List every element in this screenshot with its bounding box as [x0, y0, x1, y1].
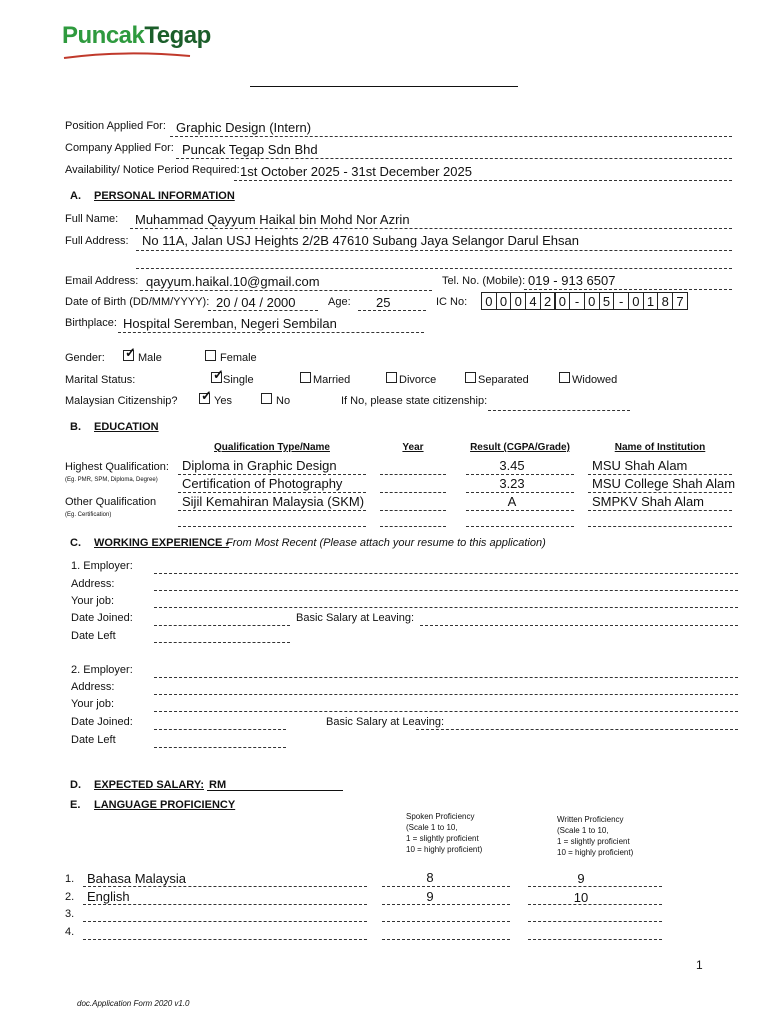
edu-row-3-line-qual — [178, 510, 366, 511]
edu-row-2-line-result — [466, 492, 574, 493]
employer-2-salary-label: Basic Salary at Leaving: — [326, 716, 445, 728]
employer-2-label: 2. Employer: — [71, 664, 133, 676]
citizen-no-label: No — [276, 395, 291, 407]
check-icon: ✓ — [213, 367, 224, 382]
availability-value[interactable]: 1st October 2025 - 31st December 2025 — [240, 164, 472, 179]
ic-digit-box[interactable]: 2 — [540, 292, 556, 310]
section-d-letter: D. — [70, 779, 81, 791]
edu-row-1-inst[interactable]: MSU Shah Alam — [592, 458, 688, 473]
edu-row-2-line-qual — [178, 492, 366, 493]
lang-row-1-written[interactable]: 9 — [577, 871, 585, 886]
lang-row-2-spoken[interactable]: 9 — [426, 889, 434, 904]
employer-1-line — [154, 573, 738, 574]
marital-separated-label: Separated — [478, 374, 529, 386]
gender-female-checkbox[interactable] — [205, 350, 216, 361]
ic-digit-box[interactable]: - — [569, 292, 585, 310]
marital-single-checkbox[interactable] — [211, 367, 224, 383]
tel-label: Tel. No. (Mobile): — [442, 275, 526, 287]
employer-2-address-label: Address: — [71, 681, 115, 693]
citizen-yes-label: Yes — [214, 395, 232, 407]
logo-swoosh — [62, 52, 192, 60]
ic-digit-box[interactable]: 0 — [496, 292, 512, 310]
marital-label: Marital Status: — [65, 374, 136, 386]
spoken-header-line-1: Spoken Proficiency — [406, 812, 475, 821]
edu-row-1-line-qual — [178, 474, 366, 475]
birthplace-line — [118, 332, 424, 333]
lang-row-1-num: 1. — [65, 873, 75, 885]
marital-married-checkbox[interactable] — [300, 372, 311, 383]
ic-digit-box[interactable]: 0 — [628, 292, 644, 310]
age-value[interactable]: 25 — [376, 295, 391, 310]
edu-row-3-result[interactable]: A — [507, 494, 517, 509]
other-qual-label: Other Qualification — [65, 496, 157, 508]
employer-2-line — [154, 677, 738, 678]
edu-row-2-line-year — [380, 492, 446, 493]
employer-2-salary-line — [416, 729, 738, 730]
ic-digit-box[interactable]: 0 — [584, 292, 600, 310]
lang-row-1-name[interactable]: Bahasa Malaysia — [87, 871, 186, 886]
address-label: Full Address: — [65, 235, 129, 247]
spoken-header-line-4: 10 = highly proficient) — [406, 845, 483, 854]
lang-row-1-line-name — [83, 886, 367, 887]
employer-2-left-line — [154, 747, 286, 748]
edu-row-4-line-year — [380, 526, 446, 527]
section-b-title: EDUCATION — [94, 421, 159, 433]
employer-1-salary-line — [420, 625, 738, 626]
employer-2-joined-label: Date Joined: — [71, 716, 133, 728]
edu-row-3-line-result — [466, 510, 574, 511]
availability-label: Availability/ Notice Period Required: — [65, 164, 240, 176]
edu-row-1-line-result — [466, 474, 574, 475]
edu-row-2-result[interactable]: 3.23 — [499, 476, 525, 491]
written-header-line-3: 1 = slightly proficient — [557, 837, 630, 846]
edu-row-2-inst[interactable]: MSU College Shah Alam — [592, 476, 736, 491]
ic-digit-box[interactable]: 0 — [510, 292, 526, 310]
section-a-title: PERSONAL INFORMATION — [94, 190, 235, 202]
fullname-line — [130, 228, 732, 229]
edu-row-4-line-qual — [178, 526, 366, 527]
edu-row-3-line-year — [380, 510, 446, 511]
ic-digit-box[interactable]: 0 — [481, 292, 497, 310]
employer-1-address-line — [154, 590, 738, 591]
employer-1-job-label: Your job: — [71, 595, 115, 607]
section-b-letter: B. — [70, 421, 81, 433]
lang-row-2-name[interactable]: English — [87, 889, 130, 904]
edu-row-3-qual[interactable]: Sijil Kemahiran Malaysia (SKM) — [182, 494, 365, 509]
written-header-line-4: 10 = highly proficient) — [557, 848, 634, 857]
section-a-letter: A. — [70, 190, 81, 202]
section-c-note: From Most Recent (Please attach your resume to this application) — [226, 537, 546, 549]
lang-row-2-line-spoken — [382, 904, 510, 905]
company-logo: PuncakTegap — [62, 22, 211, 49]
employer-1-joined-label: Date Joined: — [71, 612, 133, 624]
other-qual-note: (Eg. Certification) — [65, 512, 112, 518]
edu-row-2-qual[interactable]: Certification of Photography — [182, 476, 343, 491]
col-qual-header: Qualification Type/Name — [214, 442, 330, 453]
written-header — [557, 814, 633, 858]
marital-widowed-label: Widowed — [572, 374, 618, 386]
section-e-title: LANGUAGE PROFICIENCY — [94, 799, 236, 811]
marital-divorce-label: Divorce — [399, 374, 437, 386]
highest-qual-note: (Eg. PMR, SPM, Diploma, Degree) — [65, 477, 158, 483]
lang-row-3-num: 3. — [65, 908, 75, 920]
lang-row-2-num: 2. — [65, 891, 75, 903]
dob-line — [208, 310, 318, 311]
edu-row-4-line-inst — [588, 526, 732, 527]
written-header-line-1: Written Proficiency — [557, 815, 624, 824]
company-value[interactable]: Puncak Tegap Sdn Bhd — [182, 142, 318, 157]
employer-1-left-line — [154, 642, 290, 643]
expected-salary-currency[interactable]: RM — [209, 779, 227, 791]
company-line — [176, 158, 732, 159]
spoken-header-line-2: (Scale 1 to 10, — [406, 823, 458, 832]
age-line — [358, 310, 426, 311]
address-line-2 — [136, 268, 732, 269]
ic-digit-box[interactable]: 1 — [643, 292, 659, 310]
check-icon: ✓ — [201, 388, 212, 403]
lang-row-2-line-name — [83, 904, 367, 905]
tel-value[interactable]: 019 - 913 6507 — [528, 273, 616, 288]
edu-row-1-line-year — [380, 474, 446, 475]
gender-male-label: Male — [138, 352, 162, 364]
lang-row-1-line-spoken — [382, 886, 510, 887]
ic-digit-box[interactable]: 8 — [657, 292, 673, 310]
page-number: 1 — [696, 958, 703, 972]
col-result-header: Result (CGPA/Grade) — [470, 442, 570, 453]
expected-salary-line — [207, 790, 343, 791]
citizen-ifno-label: If No, please state citizenship: — [341, 395, 488, 407]
lang-row-1-spoken[interactable]: 8 — [426, 870, 434, 885]
edu-row-1-line-inst — [588, 474, 732, 475]
ic-digit-box[interactable]: 5 — [599, 292, 615, 310]
email-value[interactable]: qayyum.haikal.10@gmail.com — [146, 274, 320, 289]
marital-widowed-checkbox[interactable] — [559, 372, 570, 383]
written-header-line-2: (Scale 1 to 10, — [557, 826, 609, 835]
employer-1-left-label: Date Left — [71, 630, 116, 642]
check-icon: ✓ — [125, 345, 136, 360]
marital-divorce-checkbox[interactable] — [386, 372, 397, 383]
doc-label: doc.Application Form 2020 v1.0 — [77, 999, 190, 1008]
lang-row-4-line-name — [83, 939, 367, 940]
lang-row-1-line-written — [528, 886, 662, 887]
lang-row-3-line-spoken — [382, 921, 510, 922]
fullname-value[interactable]: Muhammad Qayyum Haikal bin Mohd Nor Azrin — [135, 212, 410, 227]
section-c-letter: C. — [70, 537, 81, 549]
citizen-line — [488, 410, 630, 411]
gender-female-label: Female — [220, 352, 257, 364]
company-label: Company Applied For: — [65, 142, 174, 154]
birthplace-value[interactable]: Hospital Seremban, Negeri Sembilan — [123, 316, 337, 331]
citizen-no-checkbox[interactable] — [261, 393, 272, 404]
employer-1-job-line — [154, 607, 738, 608]
ic-label: IC No: — [436, 296, 468, 308]
section-e-letter: E. — [70, 799, 81, 811]
edu-row-1-qual[interactable]: Diploma in Graphic Design — [182, 458, 337, 473]
spoken-header-line-3: 1 = slightly proficient — [406, 834, 479, 843]
employer-2-address-line — [154, 694, 738, 695]
employer-2-left-label: Date Left — [71, 734, 116, 746]
lang-row-2-written[interactable]: 10 — [573, 890, 589, 905]
ic-digit-box[interactable]: 0 — [555, 292, 571, 310]
marital-separated-checkbox[interactable] — [465, 372, 476, 383]
col-inst-header: Name of Institution — [614, 442, 706, 453]
employer-1-address-label: Address: — [71, 578, 115, 590]
marital-single-label: Single — [223, 374, 254, 386]
email-line — [140, 290, 432, 291]
email-label: Email Address: — [65, 275, 139, 287]
address-value[interactable]: No 11A, Jalan USJ Heights 2/2B 47610 Subang Jaya Selangor Darul Ehsan — [142, 233, 579, 248]
edu-row-3-inst[interactable]: SMPKV Shah Alam — [592, 494, 704, 509]
edu-row-4-line-result — [466, 526, 574, 527]
lang-row-3-line-written — [528, 921, 662, 922]
ic-digit-box[interactable]: - — [613, 292, 629, 310]
citizen-yes-checkbox[interactable] — [199, 388, 212, 404]
employer-2-job-line — [154, 711, 738, 712]
employer-1-salary-label: Basic Salary at Leaving: — [296, 612, 415, 624]
position-label: Position Applied For: — [65, 120, 166, 132]
ic-digit-box[interactable]: 7 — [672, 292, 688, 310]
marital-married-label: Married — [313, 374, 351, 386]
col-year-header: Year — [402, 442, 424, 453]
position-line — [170, 136, 732, 137]
edu-row-1-result[interactable]: 3.45 — [499, 458, 525, 473]
section-d-title: EXPECTED SALARY: — [94, 779, 205, 791]
ic-digit-box[interactable]: 4 — [525, 292, 541, 310]
lang-row-2-line-written — [528, 904, 662, 905]
gender-male-checkbox[interactable] — [123, 345, 136, 361]
section-c-title: WORKING EXPERIENCE - — [94, 537, 230, 549]
availability-line — [234, 180, 732, 181]
employer-1-label: 1. Employer: — [71, 560, 133, 572]
age-label: Age: — [328, 296, 351, 308]
tel-line — [524, 289, 732, 290]
dob-label: Date of Birth (DD/MM/YYYY): — [65, 296, 210, 308]
address-line-1 — [136, 250, 732, 251]
citizen-label: Malaysian Citizenship? — [65, 395, 178, 407]
gender-label: Gender: — [65, 352, 105, 364]
employer-1-joined-line — [154, 625, 290, 626]
highest-qual-label: Highest Qualification: — [65, 461, 169, 473]
employer-2-job-label: Your job: — [71, 698, 115, 710]
fullname-label: Full Name: — [65, 213, 119, 225]
spoken-header — [406, 811, 482, 855]
edu-row-3-line-inst — [588, 510, 732, 511]
dob-value[interactable]: 20 / 04 / 2000 — [216, 295, 296, 310]
edu-row-2-line-inst — [588, 492, 732, 493]
birthplace-label: Birthplace: — [65, 317, 117, 329]
lang-row-4-line-written — [528, 939, 662, 940]
title-rule — [250, 86, 518, 87]
position-value[interactable]: Graphic Design (Intern) — [176, 120, 312, 135]
lang-row-4-line-spoken — [382, 939, 510, 940]
lang-row-4-num: 4. — [65, 926, 75, 938]
employer-2-joined-line — [154, 729, 286, 730]
lang-row-3-line-name — [83, 921, 367, 922]
